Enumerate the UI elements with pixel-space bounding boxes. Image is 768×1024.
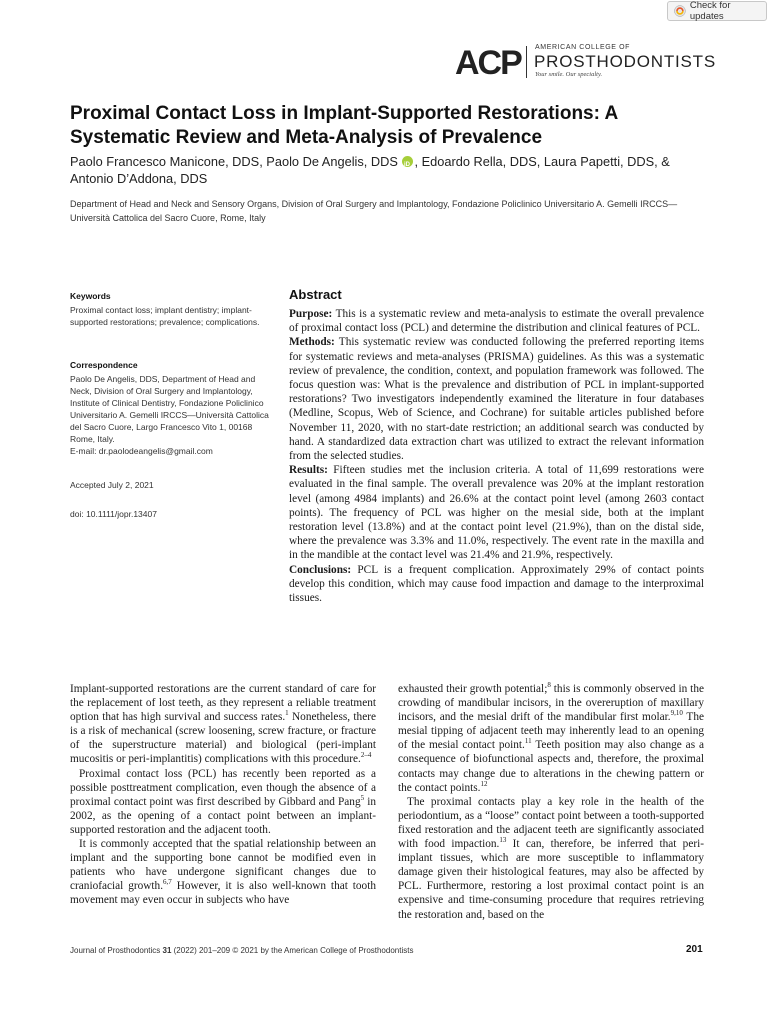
body-text: The proximal contacts play a key role in the health of the periodontium, as a “loose” contact point between a tooth-supported fixed restoration and the adjacent teeth are significantly associated with food impaction.	[398, 795, 704, 851]
author-list	[70, 153, 710, 187]
accepted-date: Accepted July 2, 2021	[70, 480, 154, 490]
body-paragraph	[70, 837, 376, 907]
body-paragraph	[398, 795, 704, 922]
body-text: However, it is also well-known that tooth movement may even occur in subjects who have	[70, 880, 376, 907]
check-for-updates-label: Check for updates	[689, 0, 731, 22]
abstract-heading: Abstract	[289, 287, 342, 302]
logo-tagline: Your smile. Our specialty.	[535, 71, 603, 78]
footer-journal: Journal of Prosthodontics	[70, 946, 163, 955]
conclusions-label: Conclusions:	[289, 563, 352, 576]
results-text: Fifteen studies met the inclusion criteria. A total of 11,699 restorations were evaluated in the final sample. The overall prevalence was 20% at the implant restoration level (among 4984 implants) and 26.6% at the contact point level (among 2603 contact points). The frequency of PCL was higher on the mesial side, both at the implant restoration level (13.8%) and at the contact point level (21.9%), than on the distal side, where the prevalence was 3.3% and 11.0%, respectively. The event rate in the maxilla and in the mandible at the contact level was 21.4% and 21.9%, respectively.	[289, 464, 704, 562]
body-text: Proximal contact loss (PCL) has recently been reported as a possible posttreatment complication, even though the absence of a proximal contact point was first described by Gibbard and Pang	[70, 767, 376, 808]
orcid-icon[interactable]	[402, 156, 413, 167]
footer-volume: 31	[162, 946, 172, 955]
citation-ref[interactable]: 13	[499, 836, 507, 845]
keywords-text: Proximal contact loss; implant dentistry; implant-supported restorations; prevalence; complications.	[70, 305, 260, 327]
logo-mark: ACP	[455, 44, 521, 82]
check-for-updates-button[interactable]	[667, 1, 767, 21]
body-paragraph	[70, 767, 376, 837]
body-column-left	[70, 682, 376, 908]
citation-ref[interactable]: 11	[524, 737, 532, 746]
article-title: Proximal Contact Loss in Implant-Supported Restorations: A Systematic Review and Meta-Analysis of Prevalence	[70, 103, 618, 148]
update-badge-icon	[674, 5, 686, 17]
citation-ref[interactable]: 12	[480, 779, 488, 788]
authors-part-1: Paolo Francesco Manicone, DDS, Paolo De Angelis, DDS	[70, 154, 398, 169]
purpose-label: Purpose:	[289, 308, 333, 320]
citation-ref[interactable]: 8	[547, 681, 551, 690]
journal-footer	[70, 946, 413, 955]
citation-ref[interactable]: 5	[360, 793, 365, 802]
citation-ref[interactable]: 9,10	[670, 709, 683, 718]
body-text: exhausted their growth potential;	[398, 683, 548, 695]
citation-ref[interactable]: 6,7	[163, 878, 172, 887]
citation-ref[interactable]: 1	[285, 709, 289, 718]
abstract-methods	[289, 335, 704, 463]
affiliation: Department of Head and Neck and Sensory Organs, Division of Oral Surgery and Implantology, Fondazione Policlinico Universitario A. Gemelli IRCCS—Università Cattolica del Sacro Cuore, Rome, Italy	[70, 199, 678, 223]
body-paragraph	[398, 682, 704, 795]
body-text: Nonetheless, there is a risk of mechanical (screw loosening, screw fracture, or fracture of the superstructure material) and biological (peri-implant mucositis or peri-implantitis) complications with this procedure.	[70, 711, 376, 766]
logo-org-main: PROSTHODONTISTS	[534, 52, 717, 71]
correspondence-address: Paolo De Angelis, DDS, Department of Head and Neck, Division of Oral Surgery and Implantology, Institute of Clinical Dentistry, Fondazione Policlinico Universitario A. Gemelli IRCCS—Università Cattolica del Sacro Cuore, Largo Francesco Vito 1, 00168 Rome, Italy.	[70, 374, 269, 444]
body-text: It can, therefore, be inferred that peri-implant tissues, which are more susceptible to inflammatory damage given their histological features, may also be affected by PCL. Furthermore, restoring a lost proximal contact point is an expensive and time-consuming procedure that requires retrieving the restoration and, based on the	[398, 838, 704, 921]
body-paragraph	[70, 682, 376, 767]
body-text: Teeth position may also change as a consequence of biofunctional aspects and, therefore, the proximal contacts may change due to alterations in the chewing pattern or the contact points.	[398, 739, 704, 794]
correspondence-heading: Correspondence	[70, 360, 138, 370]
abstract-conclusions	[289, 563, 704, 606]
logo-divider	[526, 46, 527, 78]
body-text: this is commonly observed in the crowding of mandibular incisors, in the overeruption of maxillary incisors, and the mesial drift of the mandibular first molar.	[398, 683, 704, 724]
body-text: The mesial tipping of adjacent teeth may inherently lead to an opening of the mesial contact point.	[398, 711, 704, 752]
methods-label: Methods:	[289, 336, 335, 349]
body-text: It is commonly accepted that the spatial relationship between an implant and the supporting bone cannot be modified even in patients who have undergone significant changes due to craniofacial growth.	[70, 838, 376, 893]
abstract-results	[289, 463, 704, 562]
purpose-text: This is a systematic review and meta-analysis to estimate the overall prevalence of proximal contact loss (PCL) and determine the distribution and clinical features of PCL.	[289, 308, 704, 335]
abstract-purpose	[289, 307, 704, 335]
correspondence-email[interactable]: E-mail: dr.paolodeangelis@gmail.com	[70, 446, 213, 456]
conclusions-text: PCL is a frequent complication. Approximately 29% of contact points develop this condition, which may cause food impaction and damage to the interproximal tissues.	[289, 563, 704, 605]
correspondence-block	[70, 373, 270, 457]
keywords-heading: Keywords	[70, 291, 111, 301]
doi-link[interactable]: doi: 10.1111/jopr.13407	[70, 509, 157, 519]
body-text: in 2002, as the opening of a contact point between an implant-supported restoration and the adjacent tooth.	[70, 795, 376, 836]
logo-org-top: AMERICAN COLLEGE OF	[535, 44, 631, 51]
authors-part-2: , Edoardo Rella, DDS, Laura Papetti, DDS, & Antonio D’Addona, DDS	[70, 154, 670, 186]
citation-ref[interactable]: 2–4	[360, 751, 372, 760]
abstract-body	[289, 307, 704, 605]
results-label: Results:	[289, 464, 328, 477]
page-number: 201	[686, 944, 703, 955]
methods-text: This systematic review was conducted following the preferred reporting items for systematic reviews and meta-analyses (PRISMA) guidelines. As this was a systematic review of prevalence, the condition, context, and population framework was followed. The focus question was: What is the prevalence and distribution of PCL in implant-supported restorations? Two investigators independently examined the literature in four databases (Medline, Scopus, Web of Science, and Cochrane) for suitable articles published before November 11, 2020, with no start-date restriction; an additional search was conducted by hand. A standardized data extraction chart was utilized to extract the relevant information from the selected studies.	[289, 336, 704, 463]
acp-logo	[455, 44, 715, 84]
body-text: Implant-supported restorations are the current standard of care for the replacement of lost teeth, as they represent a reliable treatment option that has high survival and success rates.	[70, 683, 376, 724]
body-column-right	[398, 682, 704, 922]
footer-citation: (2022) 201–209 © 2021 by the American College of Prosthodontists	[171, 946, 414, 955]
